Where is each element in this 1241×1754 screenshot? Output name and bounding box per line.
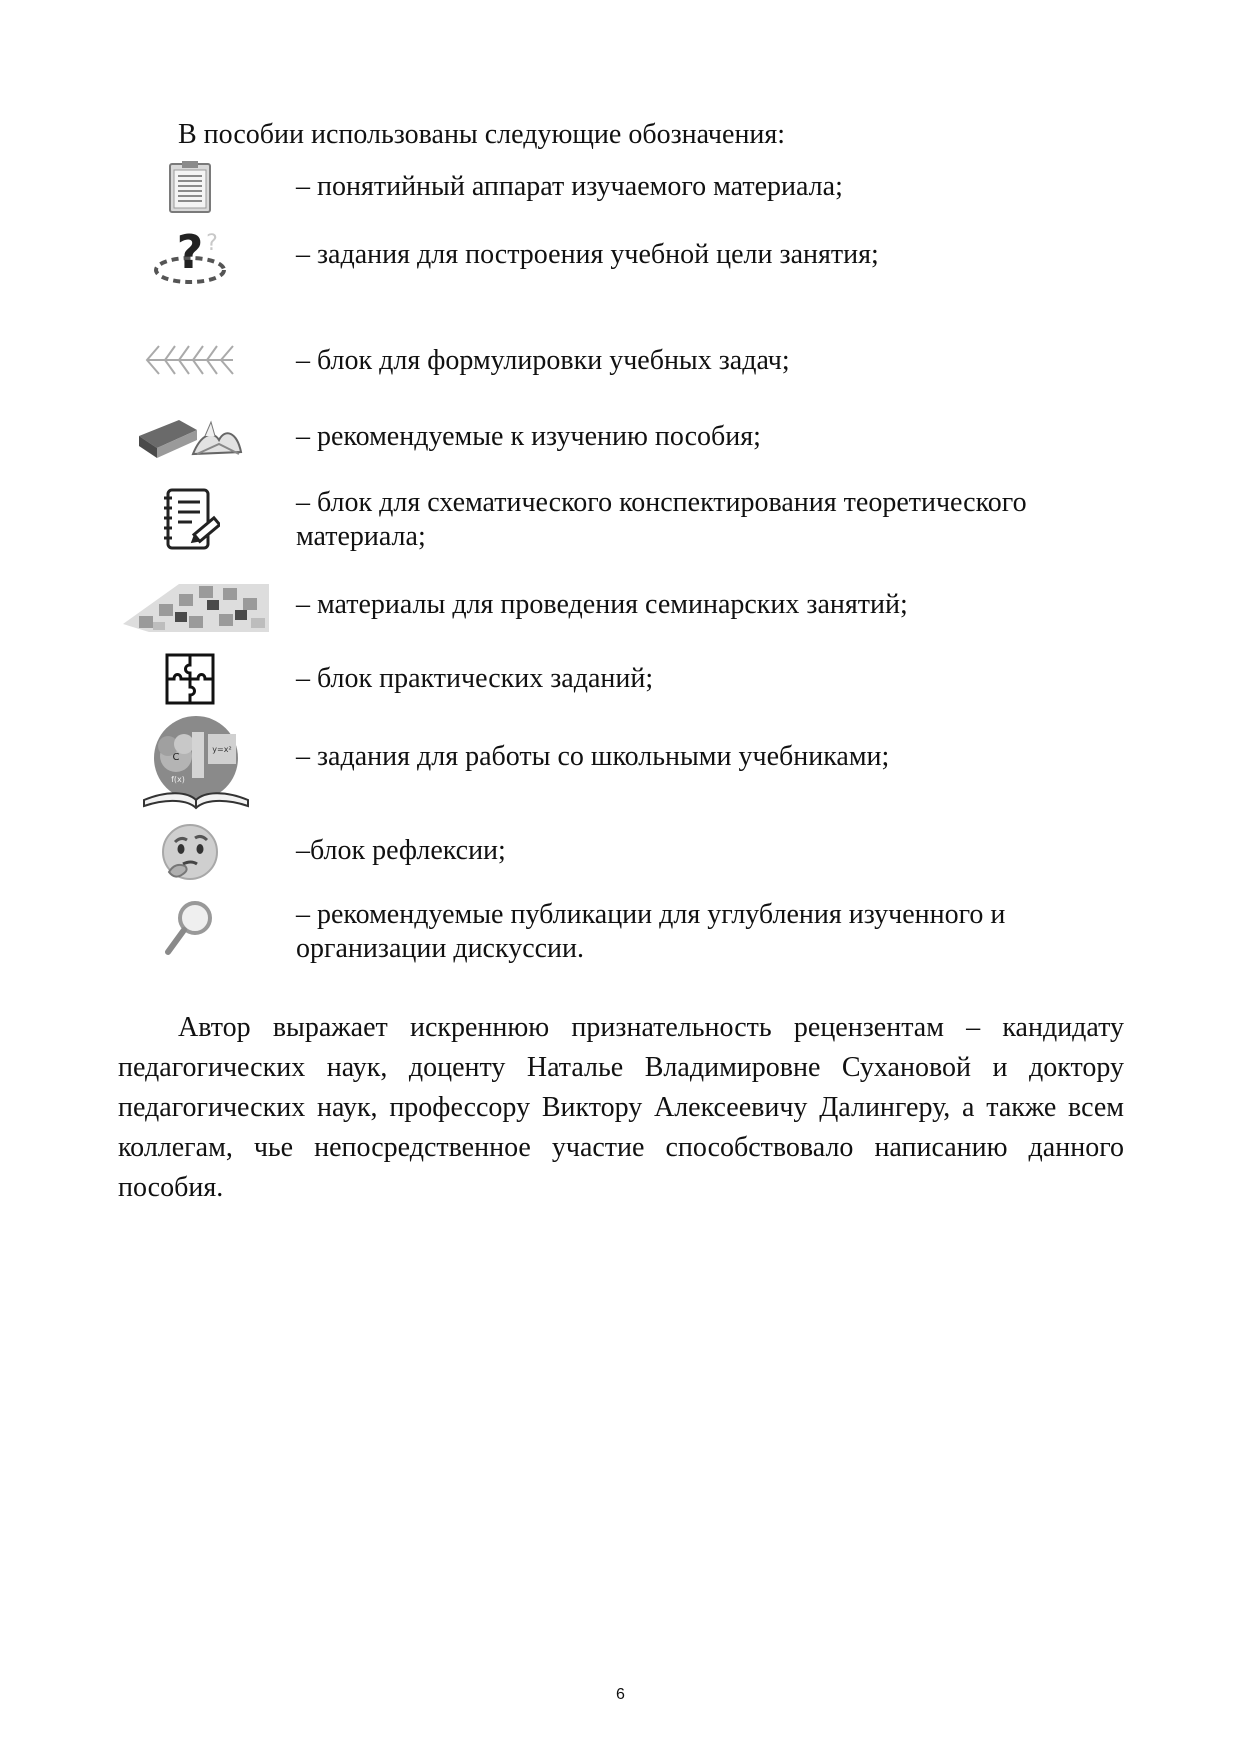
legend-text: – понятийный аппарат изучаемого материала;: [296, 171, 843, 202]
legend-text: – задания для работы со школьными учебниками;: [296, 741, 890, 772]
svg-text:f(x): f(x): [171, 775, 185, 784]
legend-text: – блок для формулировки учебных задач;: [296, 345, 790, 376]
puzzle-square-icon: [110, 652, 270, 706]
thinking-face-icon: [110, 822, 270, 884]
puzzle-pieces-icon: [116, 576, 276, 636]
notebook-pencil-icon: [110, 486, 270, 554]
books-icon: [110, 414, 270, 464]
legend-text: – задания для построения учебной цели занятия;: [296, 239, 879, 270]
clipboard-icon: [110, 160, 270, 214]
svg-text:y=x²: y=x²: [212, 745, 232, 754]
svg-text:?: ?: [176, 226, 204, 279]
legend-text: – рекомендуемые к изучению пособия;: [296, 421, 761, 452]
legend-text: – материалы для проведения семинарских занятий;: [296, 589, 908, 620]
legend-text: – блок практических заданий;: [296, 663, 654, 694]
legend-text: –блок рефлексии;: [296, 835, 506, 866]
magnifier-icon: [110, 898, 270, 958]
svg-text:C: C: [172, 752, 180, 763]
legend-text: – рекомендуемые публикации для углубления изученного и организации дискуссии.: [296, 899, 1006, 964]
intro-text: В пособии использованы следующие обозначения:: [178, 119, 786, 150]
question-mark-icon: [110, 226, 270, 288]
svg-text:?: ?: [206, 231, 218, 256]
arrow-chevrons-icon: [110, 342, 270, 378]
acknowledgement-paragraph: Автор выражает искреннюю признательность рецензентам – кандидату педагогических наук, доценту Наталье Владимировне Сухановой и доктору педагогических наук, профессору Виктору Алексеевичу Далингеру, а также всем коллегам, чье непосредственное участие способствовало написанию данного пособия.: [118, 1012, 1124, 1203]
page-number: 6: [616, 1686, 625, 1703]
legend-text: – блок для схематического конспектирования теоретического материала;: [296, 487, 1027, 552]
open-book-science-icon: [116, 712, 276, 812]
